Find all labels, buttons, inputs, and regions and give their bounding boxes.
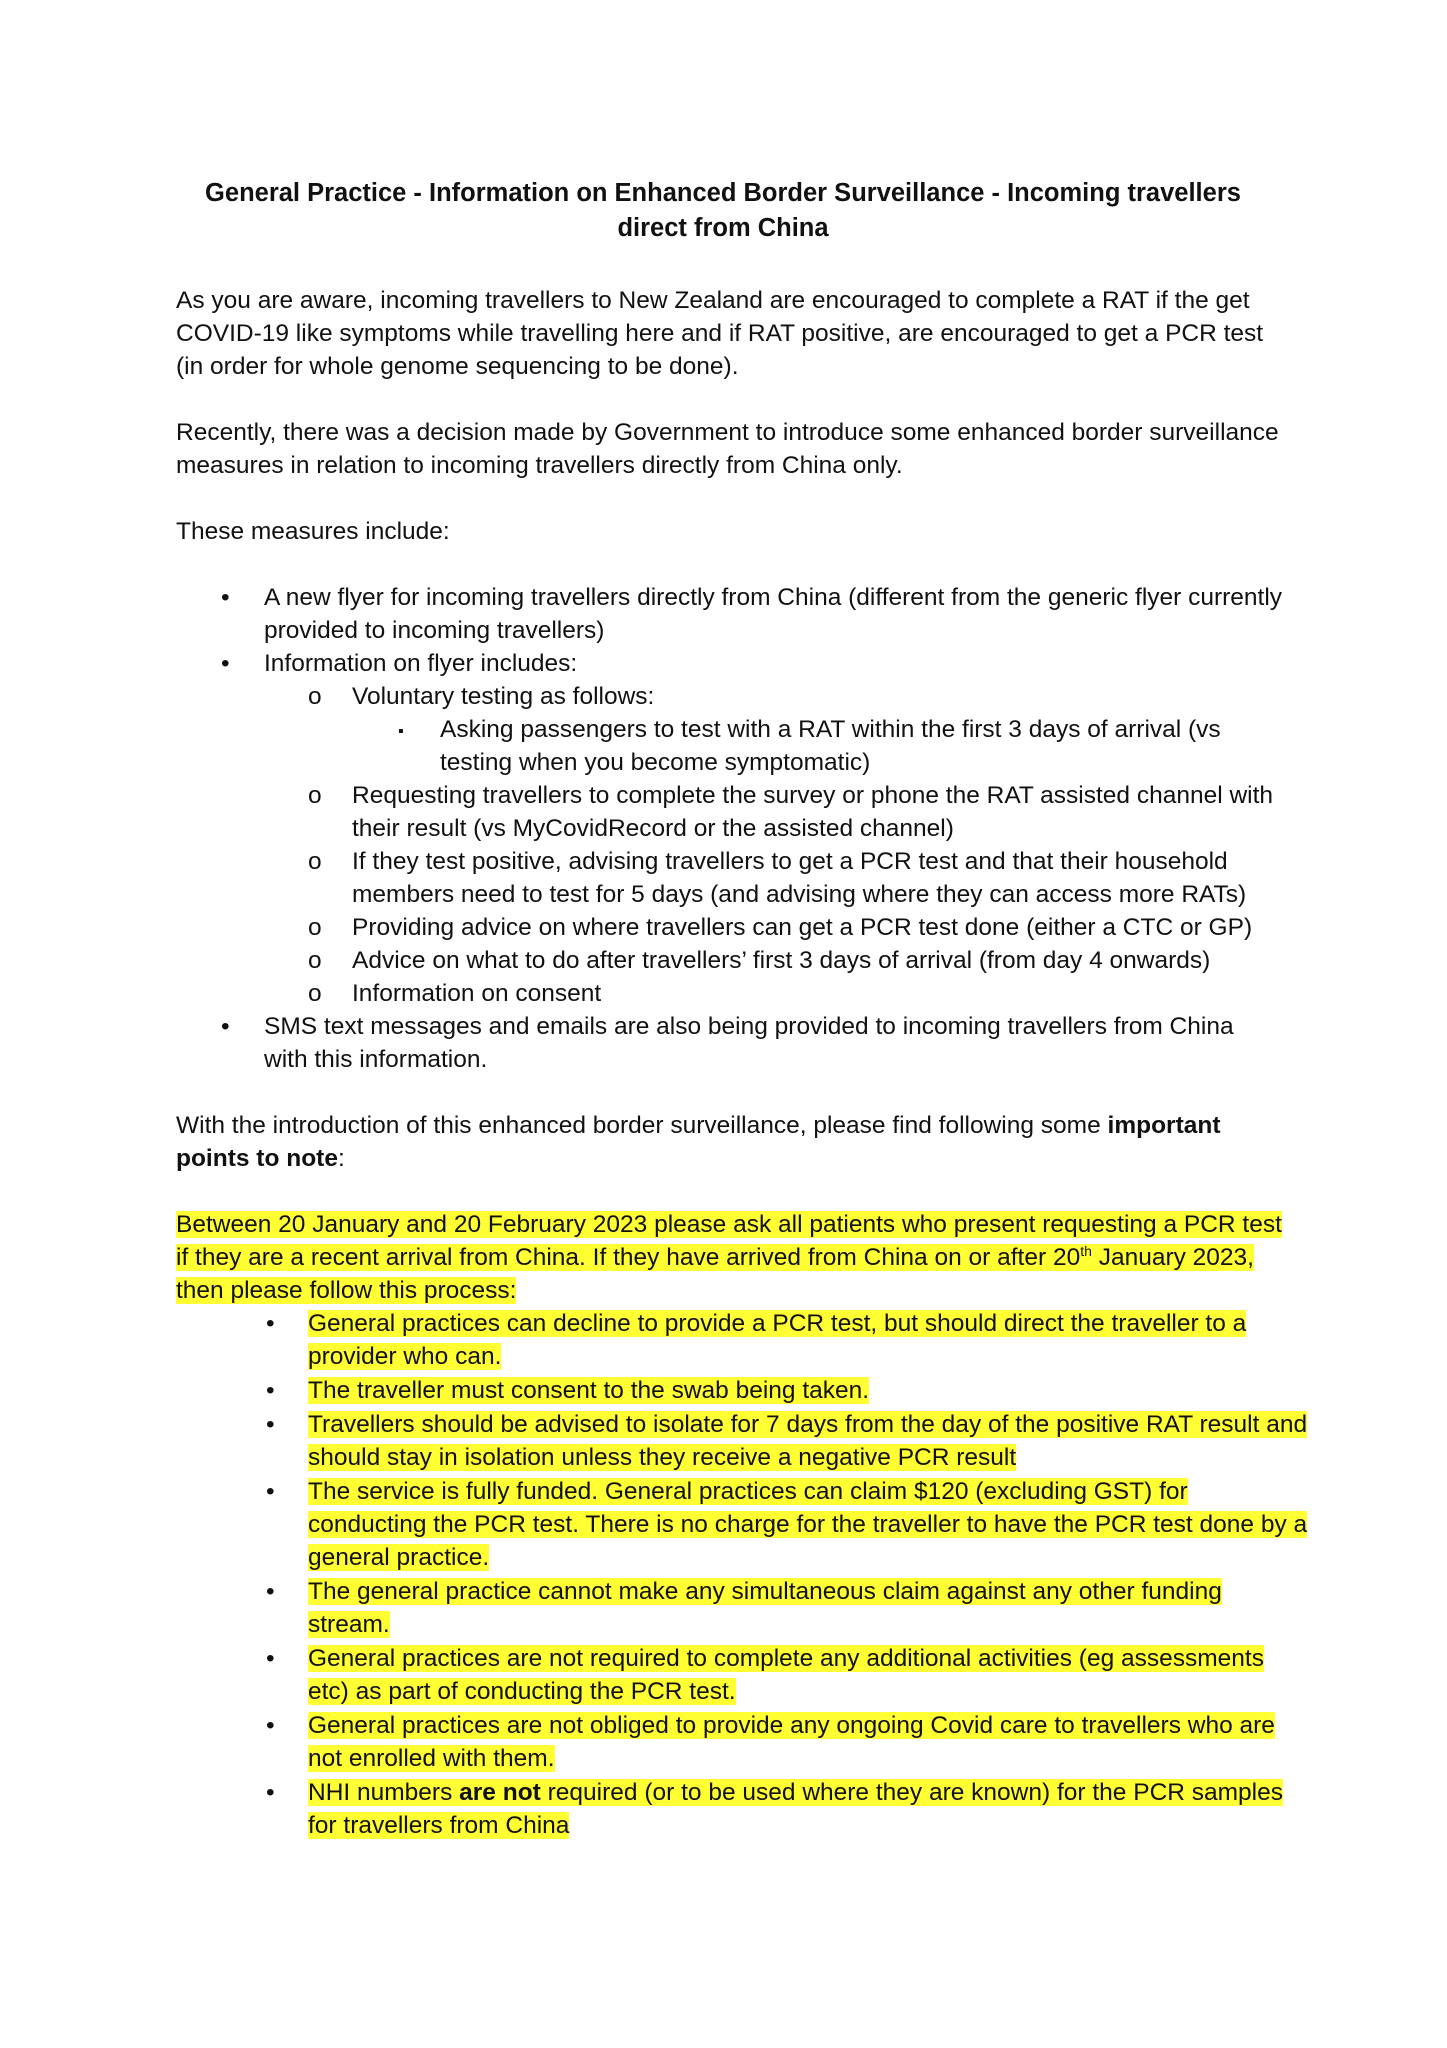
important-points-intro xyxy=(176,1109,1266,1175)
list-item xyxy=(264,1010,1264,1076)
list-item-text: Travellers should be advised to isolate for 7 days from the day of the positive RAT result and should stay in isolation unless they receive a negative PCR result xyxy=(308,1411,1308,1471)
important-points-bold: important points to note xyxy=(176,1112,1221,1172)
bullet-icon xyxy=(266,1408,275,1441)
list-item-text: Information on flyer includes: xyxy=(264,650,578,677)
list-item xyxy=(352,845,1302,911)
list-item-text: Requesting travellers to complete the survey or phone the RAT assisted channel with their result (vs MyCovidRecord or the assisted channel) xyxy=(352,782,1274,842)
list-item xyxy=(264,581,1294,647)
list-item-text: A new flyer for incoming travellers directly from China (different from the generic flyer currently provided to incoming travellers) xyxy=(264,584,1283,644)
list-item xyxy=(308,1408,1308,1474)
bullet-icon xyxy=(266,1642,275,1675)
square-bullet-icon xyxy=(398,712,404,748)
list-item xyxy=(308,1374,1308,1407)
circle-bullet-icon xyxy=(308,680,322,713)
list-item-text: The general practice cannot make any simultaneous claim against any other funding stream. xyxy=(308,1578,1222,1638)
process-intro-text: Between 20 January and 20 February 2023 please ask all patients who present requesting a PCR test if they are a recent arrival from China. If they have arrived from China on or after 20 xyxy=(176,1211,1282,1271)
list-item xyxy=(352,779,1302,845)
measures-list xyxy=(264,581,1294,680)
list-item-text: The traveller must consent to the swab being taken. xyxy=(308,1377,870,1404)
list-item xyxy=(308,1642,1308,1708)
list-item-text xyxy=(308,1779,1283,1839)
list-item-text: Voluntary testing as follows: xyxy=(352,683,655,710)
list-item xyxy=(352,911,1302,944)
list-item-text: Advice on what to do after travellers’ first 3 days of arrival (from day 4 onwards) xyxy=(352,947,1211,974)
ordinal-suffix: th xyxy=(1080,1242,1092,1259)
nhi-text-end: required (or to be used where they are known) for the PCR samples for travellers from China xyxy=(308,1779,1283,1839)
bullet-icon xyxy=(266,1575,275,1608)
nhi-bold-text: are not xyxy=(459,1779,541,1806)
bullet-icon xyxy=(266,1475,275,1508)
list-item xyxy=(308,1307,1308,1373)
colon-text: : xyxy=(337,1145,345,1172)
nhi-text: NHI numbers xyxy=(308,1779,460,1806)
circle-bullet-icon xyxy=(308,779,322,812)
intro-text: With the introduction of this enhanced border surveillance, please find following some xyxy=(176,1112,1108,1139)
intro-paragraph-2: Recently, there was a decision made by Government to introduce some enhanced border surveillance measures in relation to incoming travellers directly from China only. xyxy=(176,419,1279,479)
circle-bullet-icon xyxy=(308,845,322,878)
list-item xyxy=(308,1575,1308,1641)
bullet-icon xyxy=(221,647,230,680)
document-title: General Practice - Information on Enhanced Border Surveillance - Incoming travellers direct from China xyxy=(205,179,1241,242)
bullet-icon xyxy=(266,1374,275,1407)
bullet-icon xyxy=(266,1776,275,1809)
bullet-icon xyxy=(221,581,230,614)
list-item xyxy=(264,647,1294,680)
list-item-text: If they test positive, advising travellers to get a PCR test and that their household members need to test for 5 days (and advising where they can access more RATs) xyxy=(352,848,1247,908)
measures-heading: These measures include: xyxy=(176,518,450,545)
highlighted-process-intro xyxy=(176,1208,1296,1307)
list-item-text: General practices can decline to provide a PCR test, but should direct the traveller to a provider who can. xyxy=(308,1310,1247,1370)
measures-list-continued xyxy=(264,1010,1264,1076)
flyer-info-list xyxy=(352,680,1302,1010)
process-list xyxy=(308,1307,1308,1842)
bullet-icon xyxy=(266,1709,275,1742)
bullet-icon xyxy=(266,1307,275,1340)
bullet-icon xyxy=(221,1010,230,1043)
list-item-text: Providing advice on where travellers can get a PCR test done (either a CTC or GP) xyxy=(352,914,1253,941)
list-item xyxy=(352,680,1302,713)
circle-bullet-icon xyxy=(308,977,322,1010)
list-item xyxy=(352,944,1302,977)
list-item-text: Asking passengers to test with a RAT within the first 3 days of arrival (vs testing when you become symptomatic) xyxy=(440,716,1221,776)
list-item-text: SMS text messages and emails are also being provided to incoming travellers from China with this information. xyxy=(264,1013,1234,1073)
list-item-text: General practices are not obliged to provide any ongoing Covid care to travellers who are not enrolled with them. xyxy=(308,1712,1275,1772)
circle-bullet-icon xyxy=(308,944,322,977)
list-item xyxy=(352,977,1302,1010)
intro-paragraph-1: As you are aware, incoming travellers to New Zealand are encouraged to complete a RAT if the get COVID-19 like symptoms while travelling here and if RAT positive, are encouraged to get a PCR test (in order for whole genome sequencing to be done). xyxy=(176,287,1264,380)
process-intro-text-end: January 2023, then please follow this process: xyxy=(176,1244,1254,1304)
list-item-text: Information on consent xyxy=(352,980,602,1007)
list-item-text: The service is fully funded. General practices can claim $120 (excluding GST) for conducting the PCR test. There is no charge for the traveller to have the PCR test done by a general practice. xyxy=(308,1478,1308,1571)
list-item xyxy=(308,1709,1308,1775)
list-item xyxy=(308,1776,1308,1842)
circle-bullet-icon xyxy=(308,911,322,944)
list-item xyxy=(308,1475,1308,1574)
list-item-text: General practices are not required to complete any additional activities (eg assessments etc) as part of conducting the PCR test. xyxy=(308,1645,1264,1705)
list-item xyxy=(440,713,1240,779)
